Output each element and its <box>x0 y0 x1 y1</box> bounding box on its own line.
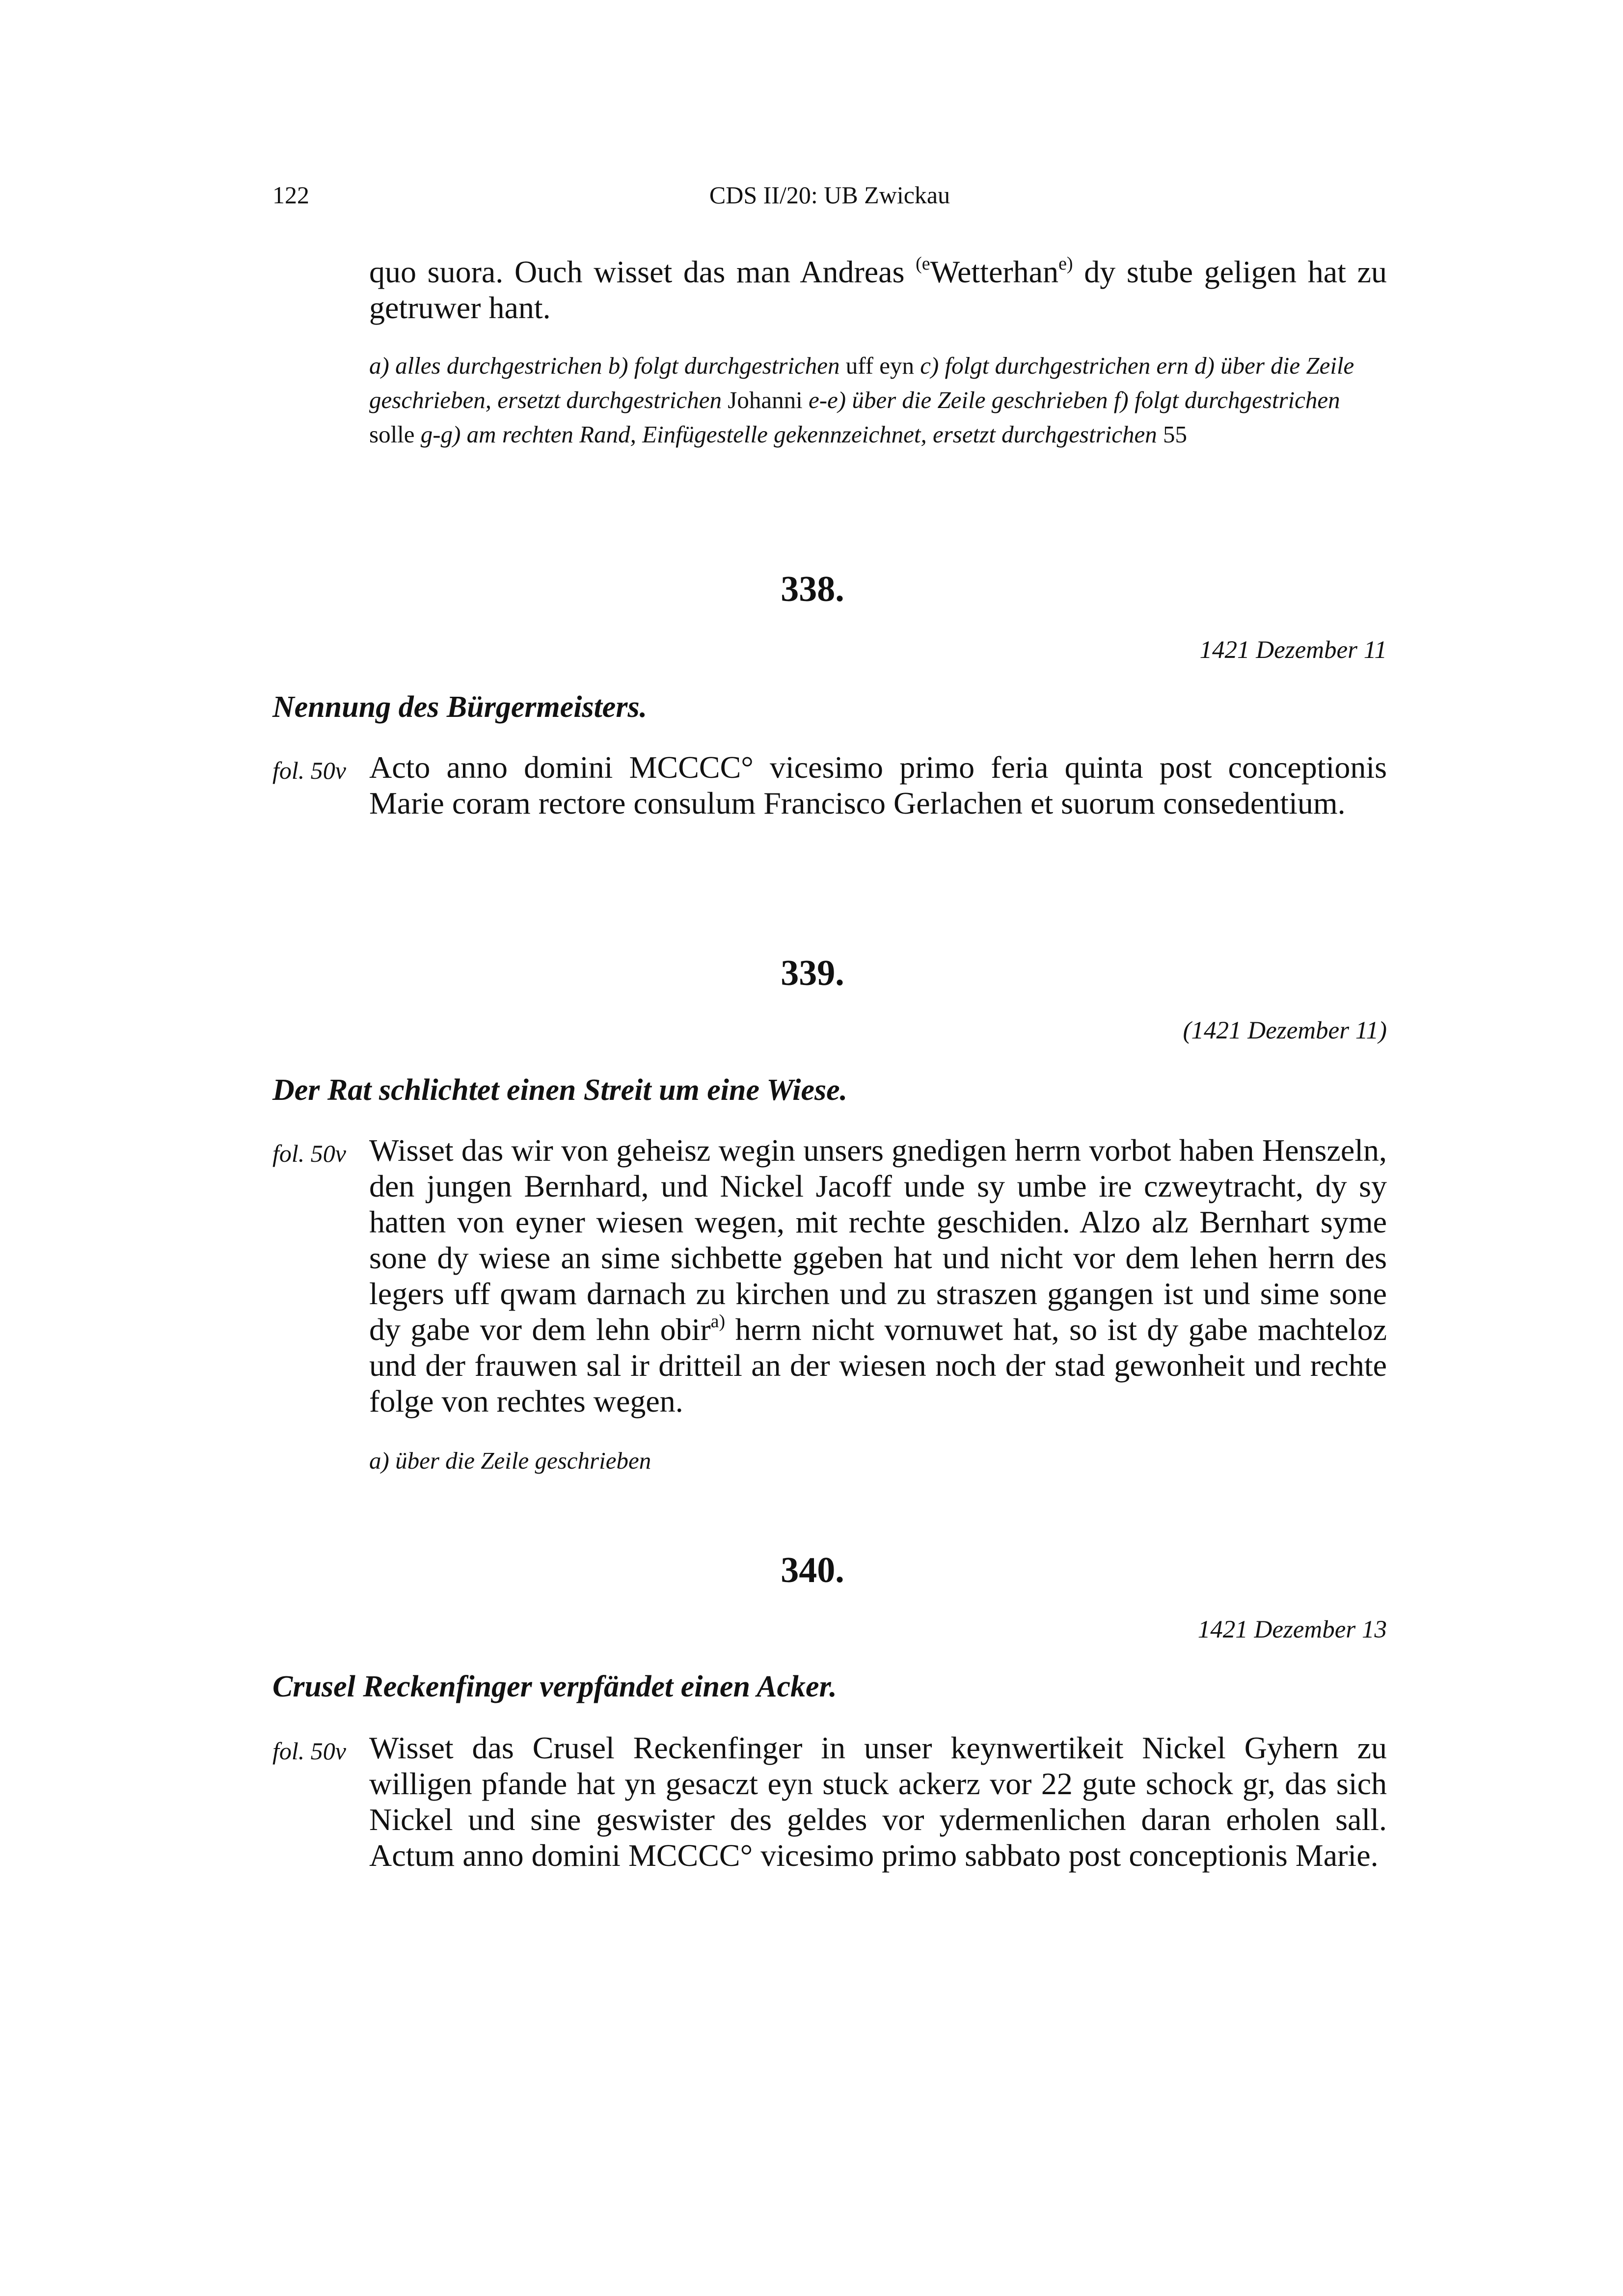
entry-title-340: Crusel Reckenfinger verpfändet einen Acker. <box>272 1670 837 1703</box>
entry-footnote-339: a) über die Zeile geschrieben <box>369 1447 651 1474</box>
entry-text-340: Wisset das Crusel Reckenfinger in unser keynwertikeit Nickel Gyhern zu willigen pfande hat yn gesaczt eyn stuck ackerz vor 22 gute schock gr, das sich Nickel und sine geswister des geldes vor ydermenlichen daran erholen sall. Actum anno domini MCCCC° vicesimo primo sabbato post conceptionis Marie. <box>369 1730 1387 1873</box>
entry-number-338: 338. <box>781 569 844 609</box>
prev-entry-text: quo suora. Ouch wisset das man Andreas $^{(e}$Wetterhan$^{e)}$ dy stube geligen hat zu getruwer hant. <box>369 253 1387 325</box>
folio-ref-339: fol. 50v <box>272 1140 346 1167</box>
prev-entry-footnotes: a) alles durchgestrichen b) folgt durchgestrichen uff eyn c) folgt durchgestrichen ern d) über die Zeile geschrieben, ersetzt durchgestrichen Johanni e-e) über die Zeile geschrieben f) folgt durchgestrichen solle g-g) am rechten Rand, Einfügestelle gekennzeichnet, ersetzt durchgestrichen 55 <box>369 352 1354 448</box>
page-number: 122 <box>272 181 309 209</box>
folio-ref-338: fol. 50v <box>272 757 346 784</box>
entry-title-339: Der Rat schlichtet einen Streit um eine Wiese. <box>272 1073 848 1107</box>
entry-title-338: Nennung des Bürgermeisters. <box>272 690 648 724</box>
sup-note-e-close: e) <box>1058 253 1073 274</box>
running-title: CDS II/20: UB Zwickau <box>709 181 950 209</box>
entry-date-339: (1421 Dezember 11) <box>1183 1017 1387 1044</box>
entry-text-338: Acto anno domini MCCCC° vicesimo primo feria quinta post conceptionis Marie coram rectore consulum Francisco Gerlachen et suorum consedentium. <box>369 750 1387 820</box>
name-wetterhan: Wetterhan <box>930 254 1059 289</box>
sup-note-e-open: (e <box>916 253 930 274</box>
entry-date-338: 1421 Dezember 11 <box>1199 636 1387 664</box>
sup-note-a: a) <box>710 1311 726 1332</box>
folio-ref-340: fol. 50v <box>272 1737 346 1765</box>
entry-number-339: 339. <box>781 953 844 993</box>
entry-text-339: Wisset das wir von geheisz wegin unsers gnedigen herrn vorbot haben Henszeln, den jungen Bernhard, und Nickel Jacoff unde sy umbe ire czweytracht, dy sy hatten von eyner wiesen wegen, mit rechte geschiden. Alzo alz Bernhart syme sone dy wiese an sime sichbette ggeben hat und nicht vor dem lehen herrn des legers uff qwam darnach zu kirchen und zu straszen ggangen ist und sime sone dy gabe vor dem lehn obir$^{a)}$ herrn nicht vornuwet hat, so ist dy gabe machteloz und der frauwen sal ir dritteil an der wiesen noch der stad gewonheit und rechte folge von rechtes wegen. <box>369 1133 1387 1419</box>
entry-number-340: 340. <box>781 1550 844 1590</box>
running-header <box>272 181 1387 215</box>
entry-date-340: 1421 Dezember 13 <box>1197 1616 1387 1643</box>
